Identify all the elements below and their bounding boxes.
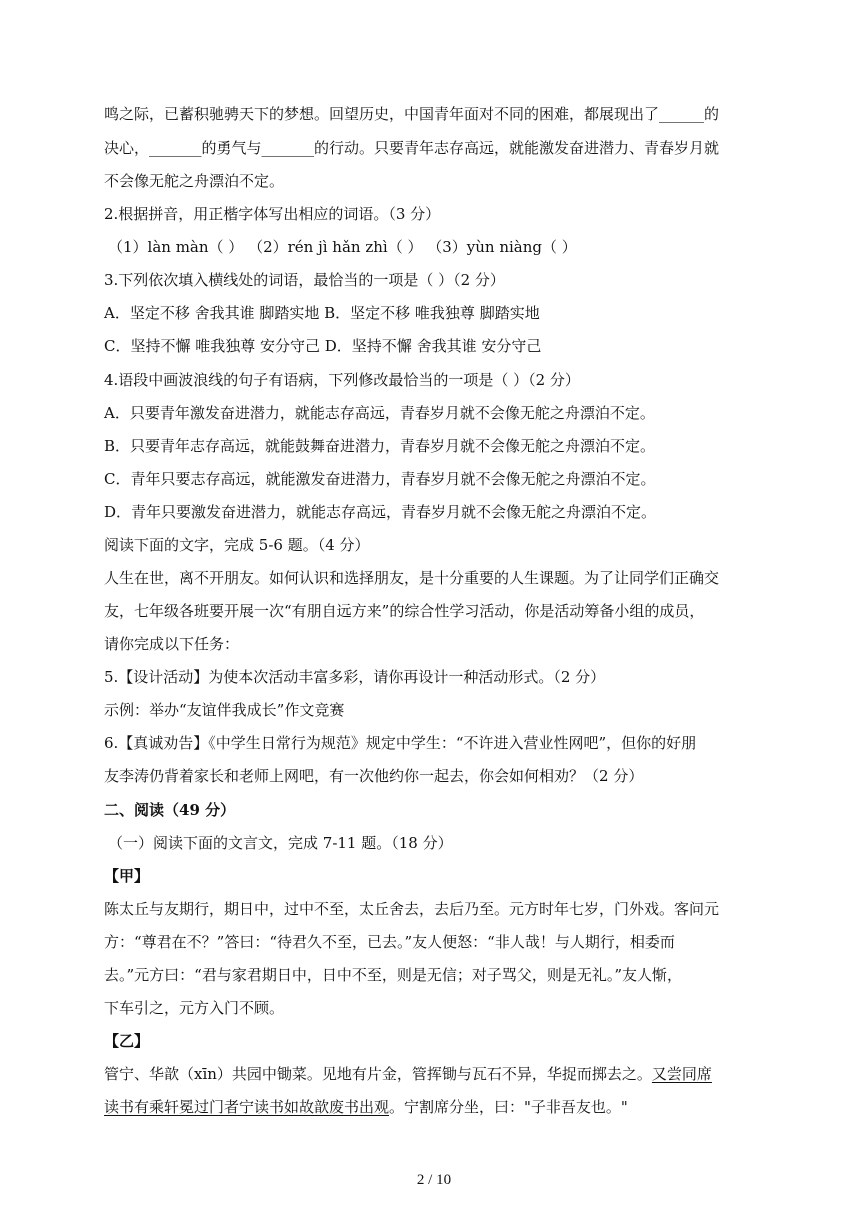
reading-instruction: 阅读下面的文字，完成 5-6 题。（4 分）: [104, 536, 370, 554]
passage-line: [104, 1064, 774, 1084]
example-line: 示例：举办“友谊伴我成长”作文竞赛: [104, 701, 345, 719]
text-line: 友，七年级各班要开展一次“有朋自远方来”的综合性学习活动，你是活动筹备小组的成员，: [104, 602, 705, 620]
option-row: C．坚持不懈 唯我独尊 安分守己 D．坚持不懈 舍我其谁 安分守己: [104, 337, 542, 355]
pinyin-row: （1）làn màn（ ） （2）rén jì hǎn zhì（ ） （3）yùn niàng（ ）: [108, 238, 577, 256]
passage-line: 方：“尊君在不？”答曰：“待君久不至，已去。”友人便怒：“非人哉！与人期行，相委而: [104, 933, 675, 951]
text-line: 请你完成以下任务：: [104, 635, 240, 653]
question-3: 3.下列依次填入横线处的词语，最恰当的一项是（ ）（2 分）: [104, 271, 505, 289]
option-c: C．青年只要志存高远，就能激发奋进潜力，青春岁月就不会像无舵之舟漂泊不定。: [104, 470, 656, 488]
passage-line: [104, 1097, 774, 1117]
passage-line: 下车引之，元方入门不顾。: [104, 999, 285, 1017]
text-line: 人生在世，离不开朋友。如何认识和选择朋友，是十分重要的人生课题。为了让同学们正确交: [104, 569, 720, 587]
text-line: 决心，_______的勇气与_______的行动。只要青年志存高远，就能激发奋进潜力、青春岁月就: [104, 139, 720, 157]
passage-line: 陈太丘与友期行，期日中，过中不至，太丘舍去，去后乃至。元方时年七岁，门外戏。客问元: [104, 900, 720, 918]
option-row: A．坚定不移 舍我其谁 脚踏实地 B．坚定不移 唯我独尊 脚踏实地: [104, 304, 540, 322]
passage-text: 管宁、华歆（xīn）共园中锄菜。见地有片金，管挥锄与瓦石不异，华捉而掷去之。: [104, 1065, 652, 1083]
text-line: 鸣之际，已蓄积驰骋天下的梦想。回望历史，中国青年面对不同的困难，都展现出了______的: [104, 105, 720, 123]
page-number: 2 / 10: [416, 1172, 452, 1188]
underlined-sentence: 读书有乘轩冕过门者宁读书如故歆废书出观: [104, 1098, 390, 1116]
text-line: 友李涛仍背着家长和老师上网吧，有一次他约你一起去，你会如何相劝？（2 分）: [104, 767, 644, 785]
question-5: 5.【设计活动】为使本次活动丰富多彩，请你再设计一种活动形式。（2 分）: [104, 668, 606, 686]
passage-label-jia: 【甲】: [104, 867, 150, 885]
question-4: 4.语段中画波浪线的句子有语病，下列修改最恰当的一项是（ ）（2 分）: [104, 371, 580, 389]
option-d: D．青年只要激发奋进潜力，就能志存高远，青春岁月就不会像无舵之舟漂泊不定。: [104, 503, 657, 521]
question-2: 2.根据拼音，用正楷字体写出相应的词语。（3 分）: [104, 205, 441, 223]
option-b: B．只要青年志存高远，就能鼓舞奋进潜力，青春岁月就不会像无舵之舟漂泊不定。: [104, 437, 656, 455]
passage-label-yi: 【乙】: [104, 1032, 150, 1050]
option-a: A．只要青年激发奋进潜力，就能志存高远，青春岁月就不会像无舵之舟漂泊不定。: [104, 404, 655, 422]
question-6: 6.【真诚劝告】《中学生日常行为规范》规定中学生：“不许进入营业性网吧”，但你的好朋: [104, 734, 697, 752]
section-heading: 二、阅读（49 分）: [104, 801, 236, 819]
passage-text: 。宁割席分坐，曰："子非吾友也。": [389, 1098, 628, 1116]
text-line: 不会像无舵之舟漂泊不定。: [104, 172, 285, 190]
passage-line: 去。”元方曰：“君与家君期日中，日中不至，则是无信；对子骂父，则是无礼。”友人惭，: [104, 966, 683, 984]
subsection-instruction: （一）阅读下面的文言文，完成 7-11 题。（18 分）: [108, 834, 453, 852]
underlined-sentence: 又尝同席: [651, 1065, 712, 1083]
